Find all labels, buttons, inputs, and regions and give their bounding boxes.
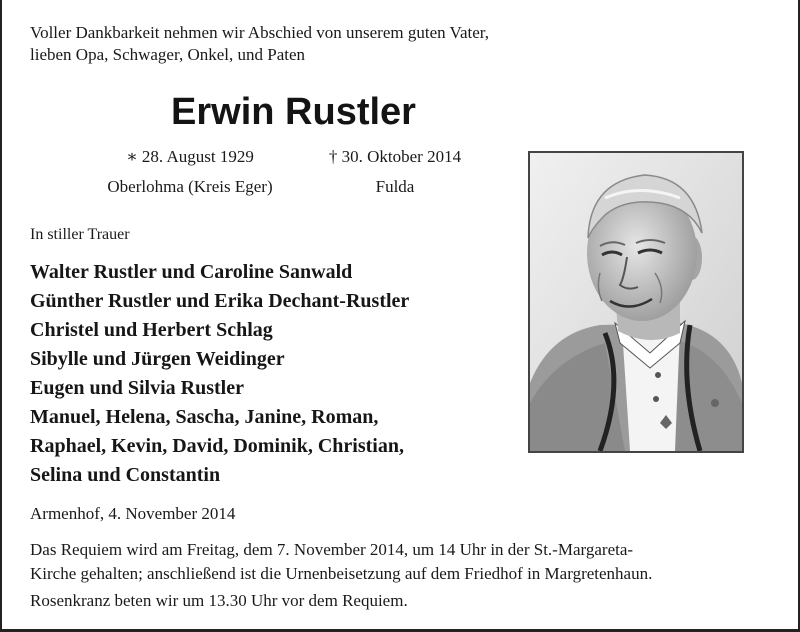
portrait-illustration (530, 153, 742, 451)
requiem-line-1: Das Requiem wird am Freitag, dem 7. November 2014, um 14 Uhr in der St.-Margareta- (30, 540, 634, 559)
death-date: † 30. Oktober 2014 (328, 147, 462, 166)
family-member-line: Eugen und Silvia Rustler (30, 377, 244, 399)
mourning-text: In stiller Trauer (30, 226, 130, 243)
birth-place: Oberlohma (Kreis Eger) (107, 177, 273, 196)
family-member-line: Sibylle und Jürgen Weidinger (30, 348, 285, 370)
birth-date: ∗ 28. August 1929 (126, 147, 254, 166)
family-list (30, 258, 525, 490)
family-member-line: Walter Rustler und Caroline Sanwald (30, 261, 353, 283)
death-info (305, 142, 485, 202)
rosary-text: Rosenkranz beten wir um 13.30 Uhr vor dem Requiem. (30, 591, 408, 610)
family-member-line: Christel und Herbert Schlag (30, 319, 273, 341)
birth-info (95, 142, 285, 202)
family-member-line: Günther Rustler und Erika Dechant-Rustler (30, 290, 410, 312)
death-place: Fulda (375, 177, 415, 196)
family-member-line: Manuel, Helena, Sascha, Janine, Roman, (30, 406, 379, 428)
intro-line-2: lieben Opa, Schwager, Onkel, und Paten (30, 45, 306, 64)
requiem-line-2: Kirche gehalten; anschließend ist die Urnenbeisetzung auf dem Friedhof in Margretenhaun. (30, 564, 653, 583)
requiem-text (30, 538, 770, 586)
intro-line-1: Voller Dankbarkeit nehmen wir Abschied von unserem guten Vater, (30, 23, 489, 42)
deceased-name: Erwin Rustler (171, 91, 416, 133)
place-date: Armenhof, 4. November 2014 (30, 504, 236, 523)
family-member-line: Selina und Constantin (30, 464, 221, 486)
intro-text (30, 22, 590, 66)
portrait-photo (528, 151, 744, 453)
family-member-line: Raphael, Kevin, David, Dominik, Christian, (30, 435, 404, 457)
